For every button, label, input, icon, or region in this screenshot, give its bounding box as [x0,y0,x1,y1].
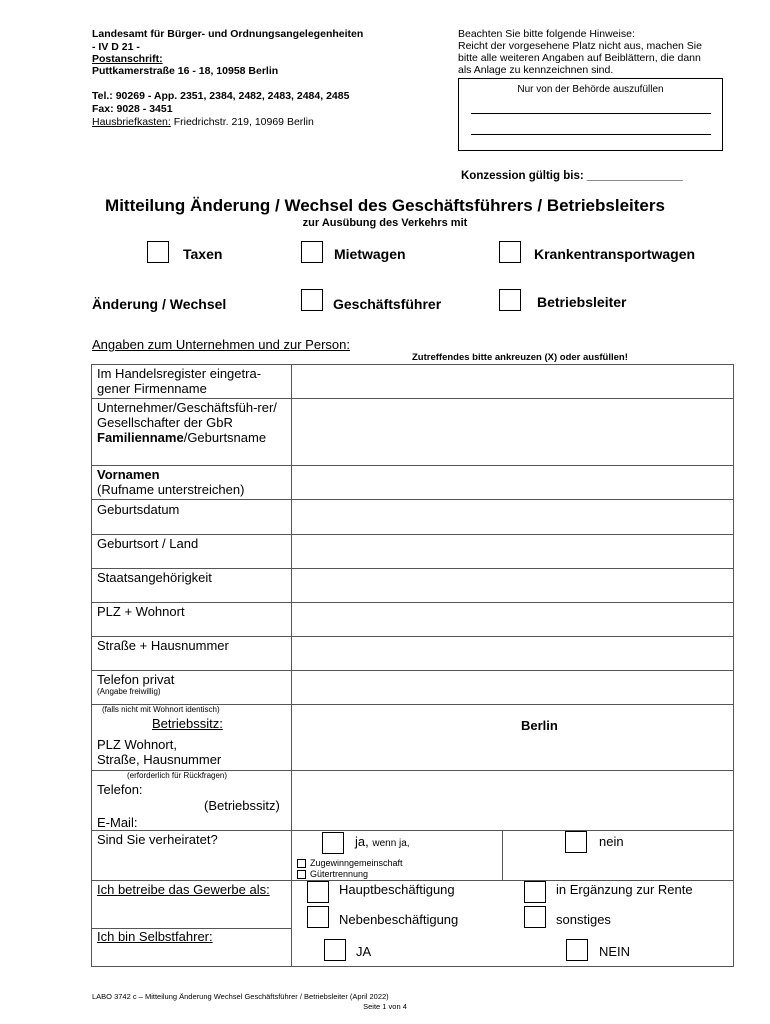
row-divider [91,830,734,831]
hausbriefkasten [92,116,314,128]
strasse-label: Straße + Hausnummer [97,638,229,653]
section-instruction: Zutreffendes bitte ankreuzen (X) oder ausfüllen! [412,352,628,363]
footer-page-number: Seite 1 von 4 [363,1002,407,1011]
handelsregister-label: Im Handelsregister eingetra-gener Firmenname [97,366,262,396]
notice-line: Beachten Sie bitte folgende Hinweise: [458,28,635,40]
row-divider [91,534,734,535]
betriebssitz-value: Berlin [521,718,558,733]
unternehmer-label [97,400,287,445]
telephone: Tel.: 90269 - App. 2351, 2384, 2482, 2483, 2484, 2485 [92,90,350,102]
gewerbe-label: Ich betreibe das Gewerbe als: [97,882,270,897]
betriebssitz-paren: (Betriebssitz) [204,798,280,813]
verheiratet-nein-label: nein [599,834,624,849]
row-divider [91,602,734,603]
footer-form-id: LABO 3742 c – Mitteilung Änderung Wechsel Geschäftsführer / Betriebsleiter (April 2022) [92,992,389,1001]
verheiratet-ja-checkbox[interactable] [322,832,344,854]
betriebssitz-label: Betriebssitz: [152,716,223,731]
staatsangehoerigkeit-label: Staatsangehörigkeit [97,570,212,585]
nebenbeschaeftigung-label: Nebenbeschäftigung [339,912,459,927]
hauptbeschaeftigung-checkbox[interactable] [307,881,329,903]
zugewinn-checkbox[interactable] [297,859,306,868]
krankentransport-checkbox[interactable] [499,241,521,263]
plz-wohnort-betrieb: PLZ Wohnort, [97,737,177,752]
selbstfahrer-ja-checkbox[interactable] [324,939,346,961]
ja-text: ja, [355,834,373,849]
erforderlich-hint: (erforderlich für Rückfragen) [127,771,228,780]
page-title: Mitteilung Änderung / Wechsel des Geschäftsführers / Betriebsleiters [105,196,665,215]
falls-nicht-hint: (falls nicht mit Wohnort identisch) [102,705,220,714]
rente-label: in Ergänzung zur Rente [556,882,693,897]
vornamen-label [97,467,244,497]
notice-line: bitte alle weiteren Angaben auf Beiblättern, die dann [458,52,701,64]
vornamen: Vornamen [97,467,160,482]
taxen-label: Taxen [183,246,223,262]
section-heading: Angaben zum Unternehmen und zur Person: [92,337,350,352]
geburtsname: /Geburtsname [183,430,267,445]
telefon-label: Telefon: [97,782,143,797]
hauptbeschaeftigung-label: Hauptbeschäftigung [339,882,455,897]
row-divider [91,636,734,637]
data-table [91,364,734,967]
unternehmer-line1: Unternehmer/Geschäftsfüh-rer/ [97,400,277,415]
row-divider [91,398,734,399]
konzession-field[interactable]: Konzession gültig bis: _______________ [461,170,683,182]
row-divider [91,465,734,466]
geschaeftsfuehrer-checkbox[interactable] [301,289,323,311]
email-label: E-Mail: [97,815,138,830]
rente-checkbox[interactable] [524,881,546,903]
fax: Fax: 9028 - 3451 [92,103,173,115]
geburtsort-label: Geburtsort / Land [97,536,199,551]
notice-block [458,28,702,76]
married-divider [502,830,503,880]
verheiratet-ja-label [355,834,410,849]
agency-name: Landesamt für Bürger- und Ordnungsangelegenheiten [92,28,364,40]
familienname: Familienname [97,430,184,445]
selbstfahrer-ja-label: JA [356,944,372,959]
rufname-hint: (Rufname unterstreichen) [97,482,245,497]
authority-box [458,78,723,151]
department: - IV D 21 - [92,41,140,53]
strasse-betrieb: Straße, Hausnummer [97,752,222,767]
betriebsleiter-checkbox[interactable] [499,289,521,311]
zugewinn-label: Zugewinngemeinschaft [310,858,403,868]
krankentransport-label: Krankentransportwagen [534,246,696,262]
table-divider [291,364,292,967]
wenn-ja-text: wenn ja, [372,838,410,849]
postanschrift-label: Postanschrift: [92,53,163,65]
selbstfahrer-nein-label: NEIN [599,944,631,959]
familienname-line [97,430,287,445]
taxen-checkbox[interactable] [147,241,169,263]
selbstfahrer-label: Ich bin Selbstfahrer: [97,929,213,944]
mietwagen-checkbox[interactable] [301,241,323,263]
sonstiges-checkbox[interactable] [524,906,546,928]
authority-line [471,134,711,135]
verheiratet-label: Sind Sie verheiratet? [97,832,218,847]
hausbrief-label: Hausbriefkasten: [92,116,171,128]
plz-wohnort-label: PLZ + Wohnort [97,604,185,619]
nebenbeschaeftigung-checkbox[interactable] [307,906,329,928]
mietwagen-label: Mietwagen [334,246,406,262]
verheiratet-nein-checkbox[interactable] [565,831,587,853]
row-divider [91,499,734,500]
unternehmer-line2: Gesellschafter der GbR [97,415,233,430]
postal-address: Puttkamerstraße 16 - 18, 10958 Berlin [92,65,279,77]
row-divider [91,880,734,881]
betriebsleiter-label: Betriebsleiter [537,294,627,310]
guetertrennung-label: Gütertrennung [310,869,369,879]
geschaeftsfuehrer-label: Geschäftsführer [333,296,442,312]
notice-line: Reicht der vorgesehene Platz nicht aus, machen Sie [458,40,702,52]
selbstfahrer-nein-checkbox[interactable] [566,939,588,961]
guetertrennung-checkbox[interactable] [297,870,306,879]
sonstiges-label: sonstiges [556,912,611,927]
hausbrief-value: Friedrichstr. 219, 10969 Berlin [170,116,314,128]
authority-line [471,113,711,114]
change-label: Änderung / Wechsel [92,296,227,312]
authority-box-label: Nur von der Behörde auszufüllen [517,84,664,95]
angabe-freiwillig: (Angabe freiwillig) [97,687,161,696]
notice-line: als Anlage zu kennzeichnen sind. [458,64,614,76]
page-subtitle: zur Ausübung des Verkehrs mit [302,217,468,229]
geburtsdatum-label: Geburtsdatum [97,502,180,517]
telefon-privat-label: Telefon privat [97,672,175,687]
row-divider [91,670,734,671]
row-divider [91,568,734,569]
